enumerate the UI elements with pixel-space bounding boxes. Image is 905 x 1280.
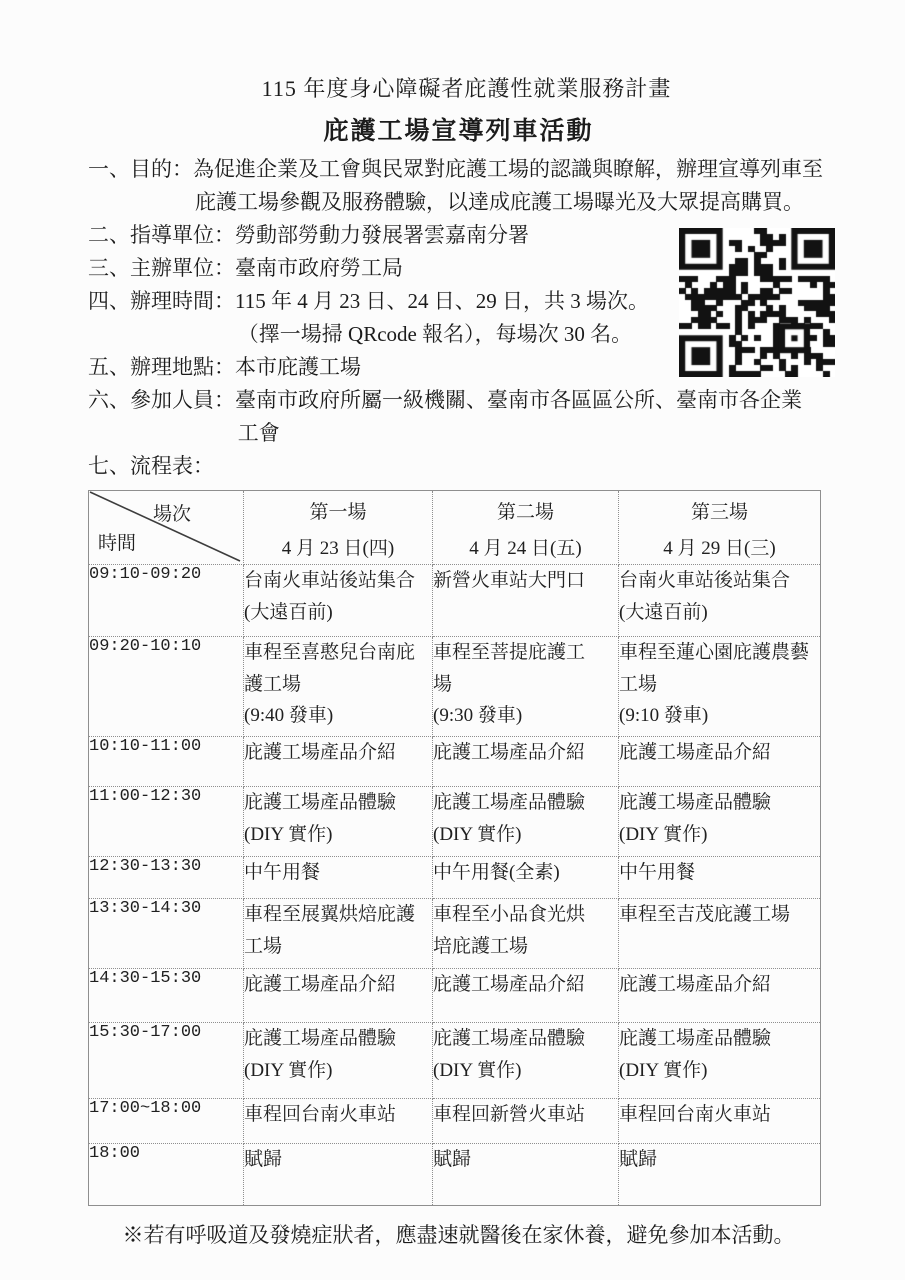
time-cell: 10:10-11:00	[89, 737, 244, 787]
schedule-cell-line: 車程至喜憨兒台南庇	[244, 642, 416, 663]
qr-code-icon	[679, 228, 835, 377]
document-line: 庇護工場參觀及服務體驗，以達成庇護工場曝光及大眾提高購買。	[195, 190, 804, 214]
schedule-cell-line: 新營火車站大門口	[433, 570, 586, 591]
schedule-cell-line: 工場	[619, 673, 658, 695]
schedule-cell	[619, 1099, 821, 1144]
table-row	[89, 787, 821, 857]
schedule-cell-line: 庇護工場產品介紹	[244, 742, 397, 763]
time-cell: 15:30-17:00	[89, 1023, 244, 1099]
schedule-cell-line: 庇護工場產品介紹	[619, 742, 772, 763]
schedule-cell-line: 庇護工場產品介紹	[244, 974, 397, 995]
table-row	[89, 737, 821, 787]
table-corner-cell	[89, 491, 244, 565]
schedule-cell-line: 賦歸	[433, 1149, 472, 1170]
document-line: 四、辦理時間：115 年 4 月 23 日、24 日、29 日，共 3 場次。	[88, 289, 649, 313]
schedule-cell	[244, 899, 433, 969]
session-date: 4 月 23 日(四)	[281, 538, 395, 559]
table-row	[89, 1099, 821, 1144]
schedule-cell	[433, 969, 619, 1023]
schedule-cell	[433, 899, 619, 969]
schedule-cell	[619, 1144, 821, 1206]
document-subtitle: 庇護工場宣導列車活動	[323, 118, 594, 145]
schedule-cell	[433, 565, 619, 637]
schedule-cell	[433, 1099, 619, 1144]
schedule-cell-line: 車程至吉茂庇護工場	[619, 904, 791, 925]
table-row	[89, 1144, 821, 1206]
session-title: 第三場	[690, 502, 748, 523]
schedule-cell-line: (大遠百前)	[619, 601, 708, 623]
document-line: 五、辦理地點：本市庇護工場	[88, 355, 361, 379]
session-title: 第一場	[309, 502, 367, 523]
schedule-cell	[244, 787, 433, 857]
schedule-cell	[244, 637, 433, 737]
schedule-cell	[433, 637, 619, 737]
table-row	[89, 969, 821, 1023]
schedule-cell-line: 車程至展翼烘焙庇護	[244, 904, 416, 925]
schedule-cell-line: (DIY 實作)	[433, 1059, 522, 1081]
schedule-table-wrap	[88, 490, 905, 1206]
document-title: 115 年度身心障礙者庇護性就業服務計畫	[261, 76, 672, 101]
schedule-cell	[244, 1099, 433, 1144]
document-line: 一、目的：為促進企業及工會與民眾對庇護工場的認識與瞭解，辦理宣導列車至	[88, 157, 823, 181]
corner-label-time: 時間	[98, 533, 137, 554]
schedule-cell	[244, 1144, 433, 1206]
schedule-cell-line: 台南火車站後站集合	[619, 570, 791, 591]
schedule-cell-line: 車程至小品食光烘	[433, 904, 586, 925]
document-line: 二、指導單位：勞動部勞動力發展署雲嘉南分署	[88, 223, 529, 247]
document-line: 六、參加人員：臺南市政府所屬一級機關、臺南市各區區公所、臺南市各企業	[88, 388, 802, 412]
schedule-cell-line: 庇護工場產品介紹	[619, 974, 772, 995]
time-cell: 18:00	[89, 1144, 244, 1206]
schedule-cell	[433, 1023, 619, 1099]
schedule-cell	[433, 857, 619, 899]
schedule-cell	[619, 857, 821, 899]
schedule-cell-line: 車程至菩提庇護工	[433, 642, 586, 663]
document-line: 三、主辦單位：臺南市政府勞工局	[88, 256, 403, 280]
schedule-cell	[619, 565, 821, 637]
column-header-session-1	[244, 491, 433, 565]
session-title: 第二場	[496, 502, 554, 523]
time-cell: 09:10-09:20	[89, 565, 244, 637]
table-row	[89, 899, 821, 969]
table-row	[89, 857, 821, 899]
schedule-cell-line: 車程至蓮心園庇護農藝	[619, 642, 810, 663]
schedule-cell	[244, 857, 433, 899]
schedule-cell-line: 賦歸	[619, 1149, 658, 1170]
schedule-cell-line: 庇護工場產品體驗	[619, 792, 772, 813]
schedule-cell	[619, 1023, 821, 1099]
schedule-cell-line: (DIY 實作)	[244, 823, 333, 845]
schedule-cell-line: (大遠百前)	[244, 601, 333, 623]
time-cell: 13:30-14:30	[89, 899, 244, 969]
document-line: 七、流程表：	[88, 454, 214, 478]
schedule-cell-line: 中午用餐	[619, 862, 696, 883]
schedule-cell-line: 中午用餐(全素)	[433, 862, 560, 883]
schedule-cell-line: 庇護工場產品體驗	[433, 792, 586, 813]
schedule-cell-line: 庇護工場產品體驗	[619, 1028, 772, 1049]
table-row	[89, 1023, 821, 1099]
schedule-cell-line: (DIY 實作)	[619, 823, 708, 845]
schedule-cell	[619, 737, 821, 787]
schedule-cell	[619, 787, 821, 857]
schedule-cell-line: (DIY 實作)	[244, 1059, 333, 1081]
schedule-cell	[244, 969, 433, 1023]
time-cell: 09:20-10:10	[89, 637, 244, 737]
time-cell: 17:00~18:00	[89, 1099, 244, 1144]
column-header-session-2	[433, 491, 619, 565]
schedule-cell	[433, 1144, 619, 1206]
time-cell: 11:00-12:30	[89, 787, 244, 857]
schedule-cell-line: 庇護工場產品體驗	[244, 792, 397, 813]
schedule-cell	[244, 1023, 433, 1099]
schedule-cell-line: (9:30 發車)	[433, 705, 523, 726]
column-header-session-3	[619, 491, 821, 565]
schedule-cell-line: 車程回台南火車站	[619, 1104, 772, 1125]
document-line: 工會	[237, 421, 280, 445]
schedule-cell	[619, 899, 821, 969]
schedule-cell-line: (9:40 發車)	[244, 705, 334, 726]
schedule-cell	[244, 737, 433, 787]
qr-code-canvas	[679, 228, 835, 377]
corner-label-session: 場次	[153, 504, 192, 525]
schedule-cell	[619, 969, 821, 1023]
schedule-cell-line: 中午用餐	[244, 862, 321, 883]
schedule-cell	[244, 565, 433, 637]
table-header-row	[89, 491, 821, 565]
schedule-cell-line: 車程回台南火車站	[244, 1104, 397, 1125]
schedule-cell-line: 庇護工場產品體驗	[244, 1028, 397, 1049]
time-cell: 12:30-13:30	[89, 857, 244, 899]
schedule-cell-line: (9:10 發車)	[619, 705, 709, 726]
schedule-table	[88, 490, 821, 1206]
table-row	[89, 565, 821, 637]
schedule-cell-line: (DIY 實作)	[619, 1059, 708, 1081]
time-cell: 14:30-15:30	[89, 969, 244, 1023]
schedule-cell	[433, 787, 619, 857]
footnote: ※若有呼吸道及發燒症狀者，應盡速就醫後在家休養，避免參加本活動。	[122, 1223, 795, 1247]
schedule-cell-line: 車程回新營火車站	[433, 1104, 586, 1125]
document-line: （擇一場掃 QRcode 報名），每場次 30 名。	[237, 322, 633, 346]
schedule-cell	[433, 737, 619, 787]
schedule-cell-line: 庇護工場產品介紹	[433, 974, 586, 995]
schedule-cell-line: (DIY 實作)	[433, 823, 522, 845]
session-date: 4 月 24 日(五)	[469, 538, 582, 559]
table-row	[89, 637, 821, 737]
schedule-cell-line: 庇護工場產品介紹	[433, 742, 586, 763]
schedule-cell-line: 台南火車站後站集合	[244, 570, 416, 591]
schedule-cell-line: 庇護工場產品體驗	[433, 1028, 586, 1049]
schedule-cell-line: 培庇護工場	[433, 935, 529, 957]
schedule-cell-line: 賦歸	[244, 1149, 283, 1170]
schedule-cell-line: 工場	[244, 935, 283, 957]
session-date: 4 月 29 日(三)	[663, 538, 776, 559]
schedule-cell-line: 護工場	[244, 673, 302, 695]
schedule-cell-line: 場	[433, 673, 453, 695]
schedule-cell	[619, 637, 821, 737]
